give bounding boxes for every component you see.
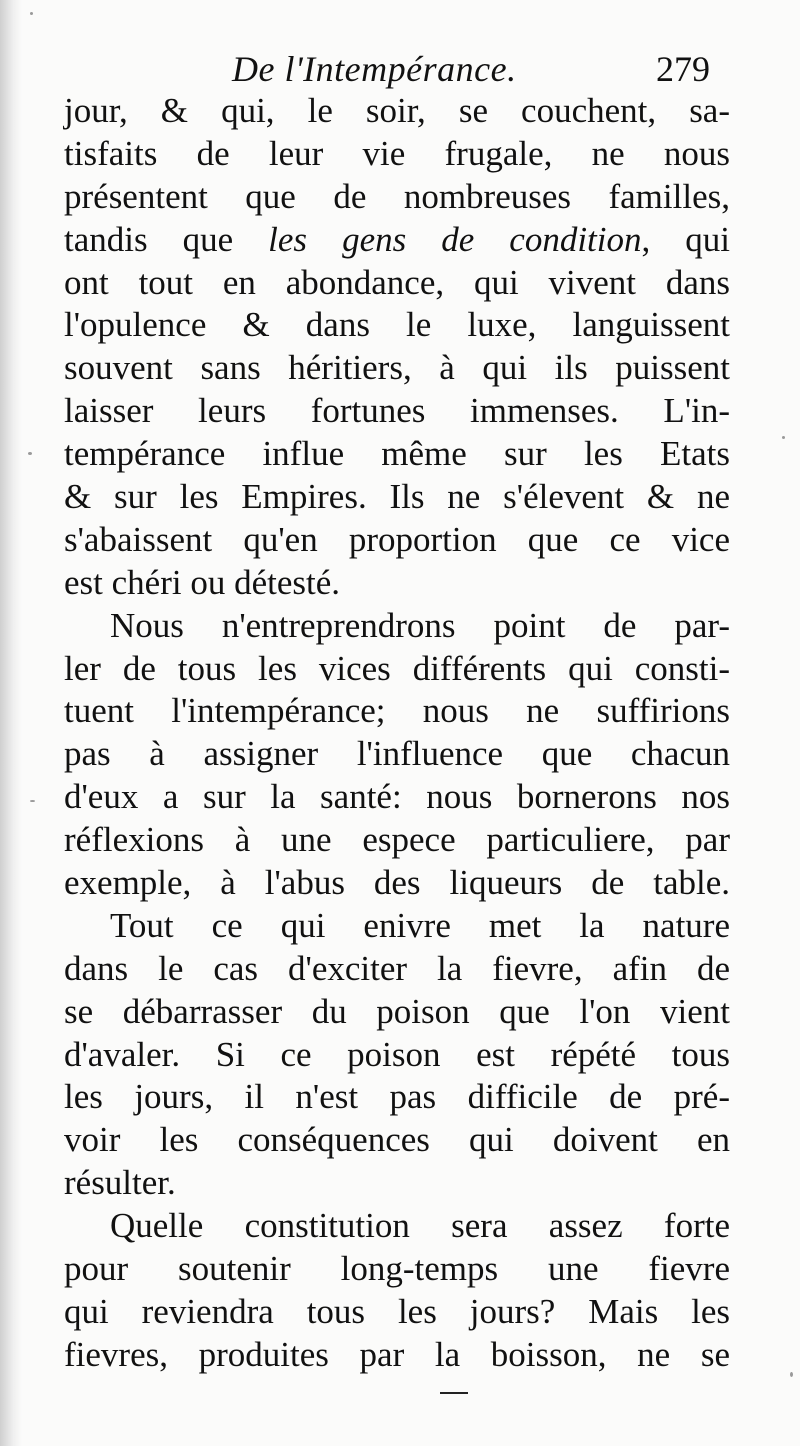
page-gutter-shadow xyxy=(0,0,22,1446)
text-line: pas à assigner l'influence que chacun xyxy=(64,734,730,774)
text-line: dans le cas d'exciter la fievre, afin de xyxy=(64,948,730,988)
text-line: qui reviendra tous les jours? Mais les xyxy=(64,1291,730,1331)
running-head-title: De l'Intempérance. xyxy=(232,49,517,89)
text-line: souvent sans héritiers, à qui ils puissent xyxy=(64,348,730,388)
paper-speck xyxy=(28,452,32,455)
text-line: réflexions à une espece particuliere, par xyxy=(64,820,730,860)
text-line: laisser leurs fortunes immenses. L'in- xyxy=(64,391,730,431)
text-line: ont tout en abondance, qui vivent dans xyxy=(64,262,730,302)
page-number: 279 xyxy=(656,49,710,89)
text-line: tuent l'intempérance; nous ne suffirions xyxy=(64,691,730,731)
text-line: jour, & qui, le soir, se couchent, sa- xyxy=(64,91,730,130)
text-line: tempérance influe même sur les Etats xyxy=(64,434,730,474)
bottom-dash-mark xyxy=(440,1392,468,1394)
text-line: présentent que de nombreuses familles, xyxy=(64,176,730,216)
text-line: fievres, produites par la boisson, ne se xyxy=(64,1334,730,1374)
text-line: tisfaits de leur vie frugale, ne nous xyxy=(64,133,730,173)
text-line: voir les conséquences qui doivent en xyxy=(64,1120,730,1160)
paper-speck xyxy=(30,800,35,802)
italic-phrase: les gens de condition xyxy=(268,219,642,259)
text-line: s'abaissent qu'en proportion que ce vice xyxy=(64,519,730,559)
text-line: Tout ce qui enivre met la nature xyxy=(110,905,730,945)
text-line: d'eux a sur la santé: nous bornerons nos xyxy=(64,777,730,817)
text-fragment: , qui xyxy=(641,219,730,259)
text-line: pour soutenir long-temps une fievre xyxy=(64,1249,730,1289)
text-line: est chéri ou détesté. xyxy=(64,562,341,602)
text-line: d'avaler. Si ce poison est répété tous xyxy=(64,1034,730,1074)
paper-speck xyxy=(790,1372,793,1377)
text-line: ler de tous les vices différents qui consti- xyxy=(64,648,730,688)
text-line: Nous n'entreprendrons point de par- xyxy=(110,605,730,645)
text-fragment: tandis que xyxy=(64,219,269,259)
text-line: résulter. xyxy=(64,1163,176,1203)
text-line xyxy=(64,219,730,262)
running-head xyxy=(0,44,800,94)
text-line: exemple, à l'abus des liqueurs de table. xyxy=(64,863,730,903)
body-text xyxy=(64,90,730,1377)
text-line: les jours, il n'est pas difficile de pré- xyxy=(64,1077,730,1117)
text-line: se débarrasser du poison que l'on vient xyxy=(64,991,730,1031)
text-line: & sur les Empires. Ils ne s'élevent & ne xyxy=(64,477,730,517)
text-line: l'opulence & dans le luxe, languissent xyxy=(64,305,730,345)
text-line: Quelle constitution sera assez forte xyxy=(110,1206,730,1246)
paper-speck xyxy=(782,436,785,439)
paper-speck xyxy=(30,12,33,15)
